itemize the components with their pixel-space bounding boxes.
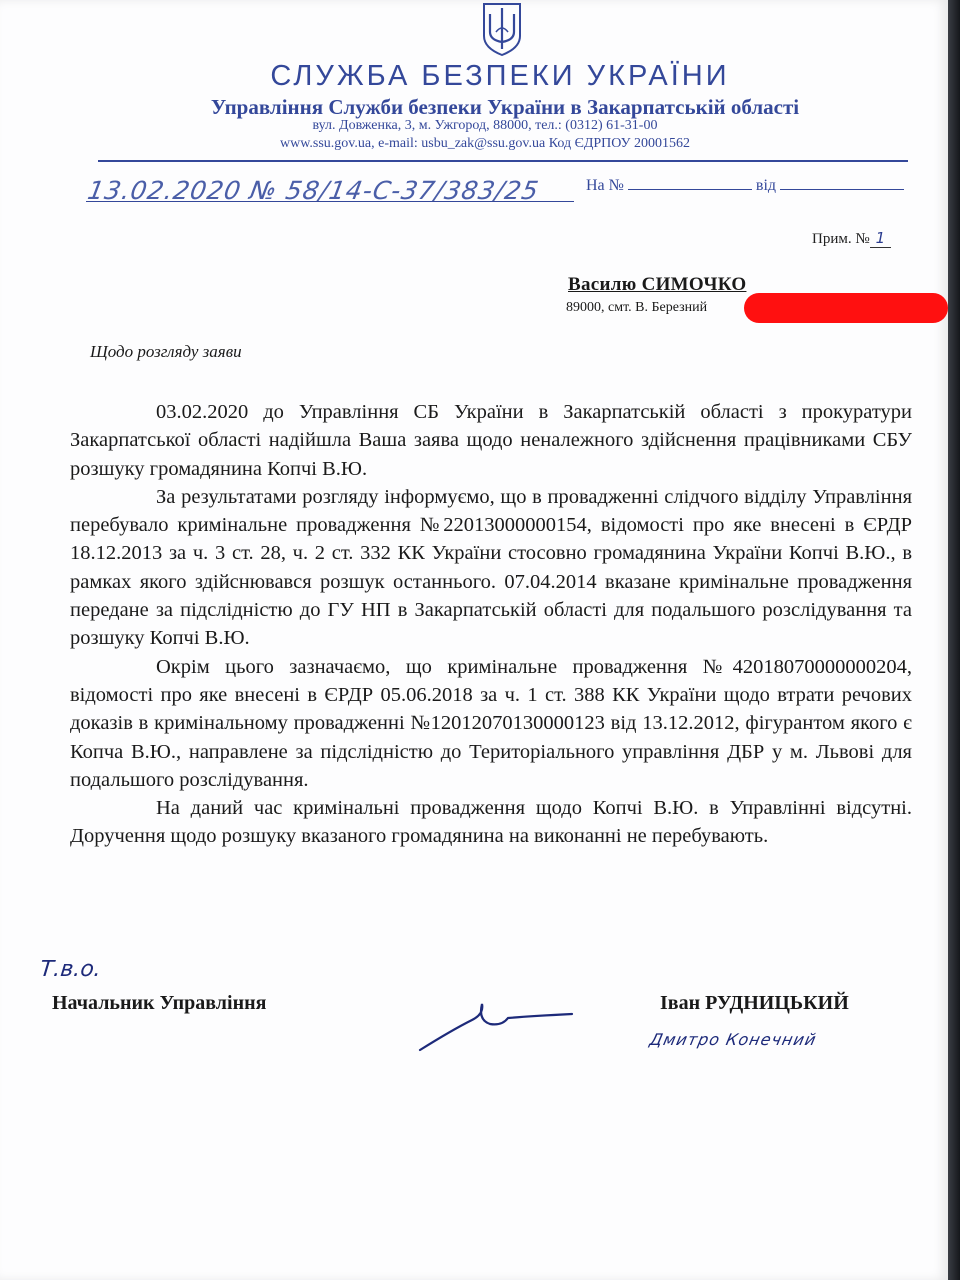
copy-number [812,229,891,248]
body-paragraph: За результатами розгляду інформуємо, що в провадженні слідчого відділу Управління перебувало кримінальне провадження №22013000000154, відомості про яке внесені в ЄРДР 18.12.2013 за ч. 3 ст. 28, ч. 2 ст. 332 КК України стосовно громадянина України Копчі В.Ю., в рамках якого здійснювався розшук останнього. 07.04.2014 вказане кримінальне провадження передане за підслідністю до ГУ НП в Закарпатській області для подальшого розслідування та розшуку Копчі В.Ю. [70,485,912,650]
vid-label: від [755,177,777,194]
body-paragraph: На даний час кримінальні провадження щодо Копчі В.Ю. в Управлінні відсутні. Доручення щодо розшуку вказаного громадянина на виконанні не перебувають. [70,797,912,848]
vid-blank [780,189,904,190]
handwritten-signature-icon [412,990,582,1060]
background-edge [948,0,960,1280]
outgoing-number: 13.02.2020 № 58/14-С-37/383/25 [85,176,542,205]
body-paragraph: Окрім цього зазначаємо, що кримінальне провадження №42018070000000204, відомості про яке внесені в ЄРДР 05.06.2018 за ч. 1 ст. 388 КК України щодо втрати речових доказів в кримінальному провадженні №12012070130000123 від 13.12.2012, фігурантом якого є Копча В.Ю., направлене за підслідністю до Територіального управління ДБР у м. Львові для подальшого розслідування. [70,655,912,791]
na-label: На № [586,177,624,194]
incoming-reference [586,177,904,195]
outgoing-number-underline [86,201,574,202]
org-title: СЛУЖБА БЕЗПЕКИ УКРАЇНИ [270,60,730,92]
recipient-address: 89000, смт. В. Березний [566,300,708,315]
executor-note: Дмитро Конечний [647,1030,819,1049]
body-paragraph: 03.02.2020 до Управління СБ України в Закарпатській області з прокуратури Закарпатської області надійшла Ваша заява щодо неналежного здійснення працівниками СБУ розшуку громадянина Копчі В.Ю. [70,401,912,480]
letter-subject: Щодо розгляду заяви [90,342,242,361]
na-blank [628,189,752,190]
letterhead-contacts: www.ssu.gov.ua, e-mail: usbu_zak@ssu.gov.ua Код ЄДРПОУ 20001562 [279,136,691,151]
acting-note: Т.в.о. [38,957,103,982]
signer-name: Іван РУДНИЦЬКИЙ [660,992,849,1014]
copy-number-value: 1 [870,229,892,248]
trident-emblem-icon [470,2,534,56]
recipient-name: Василю СИМОЧКО [568,274,747,295]
letterhead-divider [98,160,908,162]
department-name: Управління Служби безпеки України в Закарпатській області [210,95,800,119]
letterhead-address: вул. Довженка, 3, м. Ужгород, 88000, тел.: (0312) 61-31-00 [312,118,658,133]
letter-body [70,398,912,851]
redaction-mark [744,293,948,323]
signer-title: Начальник Управління [52,992,267,1014]
copy-number-label: Прим. № [812,231,870,247]
